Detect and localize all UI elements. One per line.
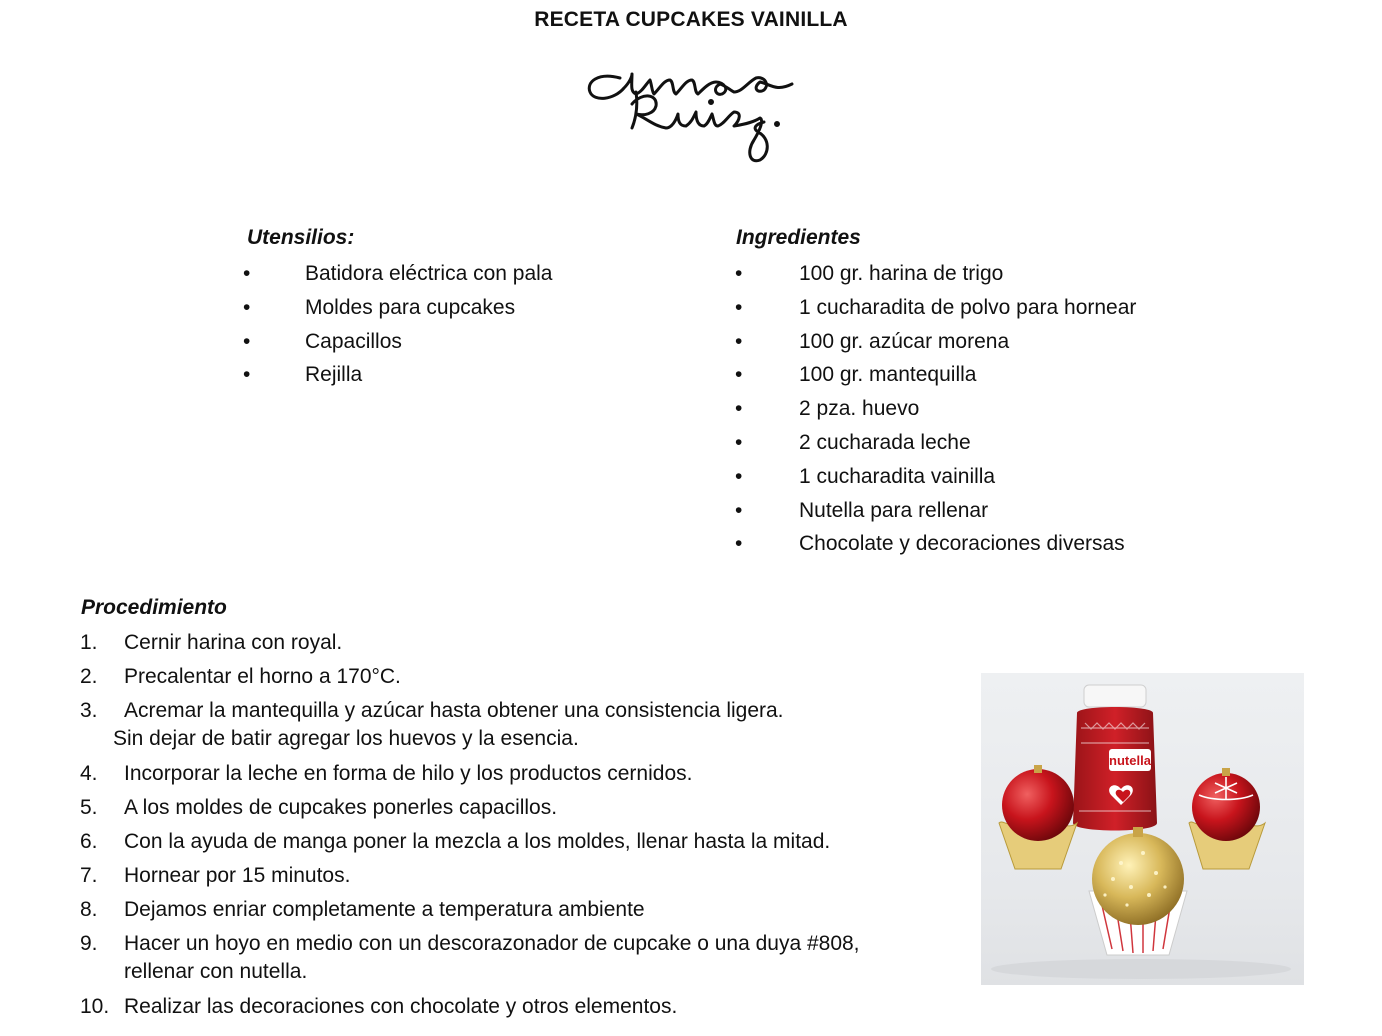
bullet-icon: • [735,295,743,319]
jar-label: nutella [1109,753,1151,768]
bullet-icon: • [735,397,743,421]
bullet-icon: • [735,498,743,522]
bullet-icon: • [735,262,743,285]
list-item: • 1 cucharadita de polvo para hornear [735,293,1255,327]
list-item: • 1 cucharadita vainilla [735,462,1255,496]
list-item: • 2 cucharada leche [735,428,1255,462]
list-item: • Nutella para rellenar [735,496,1255,530]
cupcakes-photo [981,673,1304,985]
signature-logo [580,40,810,170]
list-item: • Chocolate y decoraciones diversas [735,529,1255,563]
list-item: • 100 gr. mantequilla [735,360,1255,394]
list-item: • 100 gr. harina de trigo [735,259,1255,293]
list-item: • Batidora eléctrica con pala [243,259,663,293]
list-item: • Capacillos [243,327,663,361]
ingredientes-heading: Ingredientes [736,226,861,249]
bullet-icon: • [243,262,251,285]
bullet-icon: • [735,329,743,353]
bullet-icon: • [243,363,251,387]
utensilios-list [243,259,663,394]
bullet-icon: • [735,430,743,454]
list-item: • Moldes para cupcakes [243,293,663,327]
bullet-icon: • [243,329,251,353]
utensilios-heading: Utensilios: [247,226,355,249]
list-item: • 100 gr. azúcar morena [735,327,1255,361]
cupcakes-illustration [981,673,1304,985]
bullet-icon: • [735,532,743,556]
procedimiento-heading: Procedimiento [81,596,227,619]
bullet-icon: • [243,295,251,319]
bullet-icon: • [735,363,743,387]
list-item: • Rejilla [243,360,663,394]
recipe-title: RECETA CUPCAKES VAINILLA [534,8,848,31]
list-item: • 2 pza. huevo [735,394,1255,428]
ingredientes-list [735,259,1255,563]
bullet-icon: • [735,464,743,488]
